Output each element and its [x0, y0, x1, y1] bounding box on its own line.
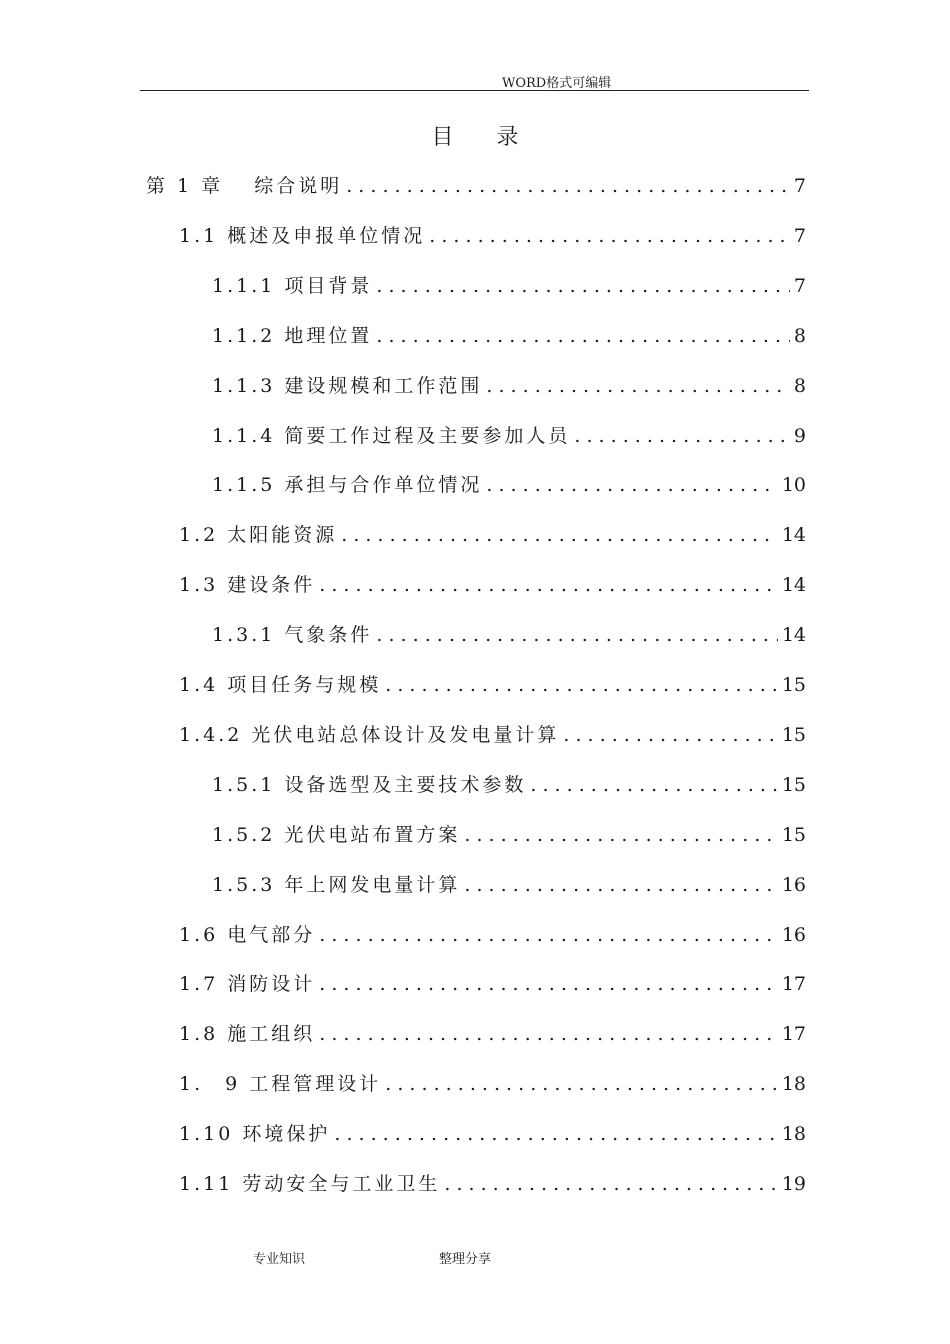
toc-entry[interactable]: [212, 373, 806, 399]
toc-page-number: 7: [793, 224, 806, 247]
toc-entry[interactable]: [212, 323, 806, 349]
toc-entry-text: 1.4 项目任务与规模: [179, 674, 382, 696]
page-footer: [0, 1248, 950, 1268]
toc-entry-text: 第 1 章 综合说明: [146, 175, 343, 197]
toc-page-number: 15: [781, 674, 806, 696]
toc-dot-leader: [563, 722, 777, 748]
toc-page-number: 15: [781, 823, 806, 846]
toc-entry-text: 1.1.3 建设规模和工作范围: [212, 374, 483, 397]
toc-entry[interactable]: [179, 223, 806, 249]
toc-page-number: 8: [793, 324, 806, 347]
toc-entry[interactable]: [146, 173, 806, 199]
toc-dot-leader: [464, 822, 777, 848]
toc-entry-text: 1.6 电气部分: [179, 923, 316, 946]
toc-entry[interactable]: [179, 1021, 806, 1047]
toc-page-number: 16: [781, 923, 806, 946]
toc-entry[interactable]: [179, 1171, 806, 1197]
toc-dot-leader: [486, 373, 790, 399]
toc-entry[interactable]: [212, 472, 806, 498]
toc-entry[interactable]: [212, 622, 806, 648]
toc-dot-leader: [385, 1071, 778, 1097]
toc-page-number: 15: [781, 723, 806, 746]
page-header: [140, 70, 809, 91]
toc-page-number: 16: [781, 873, 806, 896]
toc-dot-leader: [319, 572, 778, 598]
toc-entry-text: 1.1 概述及申报单位情况: [179, 224, 426, 247]
toc-dot-leader: [376, 273, 790, 299]
toc-entry-text: 1. 9 工程管理设计: [179, 1073, 382, 1096]
toc-entry-text: 1.2 太阳能资源: [179, 524, 338, 547]
toc-entry[interactable]: [179, 1071, 806, 1097]
toc-entry[interactable]: [179, 1121, 806, 1147]
toc-entry-text: 1.7 消防设计: [179, 973, 316, 996]
toc-entry[interactable]: [179, 971, 806, 997]
toc-page-number: 14: [781, 524, 806, 547]
toc-page-number: 14: [781, 574, 806, 597]
toc-entry-text: 1.1.4 简要工作过程及主要参加人员: [212, 424, 571, 447]
toc-page-number: 9: [793, 424, 806, 447]
toc-page-number: 17: [781, 973, 806, 996]
toc-dot-leader: [341, 522, 778, 548]
toc-entry-text: 1.1.2 地理位置: [212, 324, 373, 347]
toc-dot-leader: [346, 173, 790, 199]
toc-entry[interactable]: [212, 423, 806, 449]
toc-page-number: 15: [781, 773, 806, 796]
footer-left-text: 专业知识: [253, 1252, 306, 1267]
toc-dot-leader: [530, 772, 777, 798]
toc-entry-text: 1.3.1 气象条件: [212, 624, 373, 647]
toc-entry-text: 1.11 劳动安全与工业卫生: [179, 1173, 441, 1195]
toc-page-number: 18: [781, 1073, 806, 1096]
toc-page-number: 19: [781, 1173, 806, 1195]
toc-entry[interactable]: [212, 273, 806, 299]
footer-right-text: 整理分享: [439, 1252, 492, 1267]
toc-entry[interactable]: [179, 922, 806, 948]
toc-entry[interactable]: [212, 772, 806, 798]
toc-entry-text: 1.5.2 光伏电站布置方案: [212, 823, 461, 846]
toc-dot-leader: [429, 223, 790, 249]
header-text: WORD格式可编辑: [502, 76, 612, 91]
toc-entry[interactable]: [179, 522, 806, 548]
toc-entry-text: 1.10 环境保护: [179, 1123, 331, 1146]
toc-page-number: 7: [793, 274, 806, 297]
toc-entry[interactable]: [179, 722, 806, 748]
toc-dot-leader: [376, 622, 777, 648]
toc-entry[interactable]: [179, 672, 806, 698]
toc-dot-leader: [319, 922, 778, 948]
toc-entry-text: 1.3 建设条件: [179, 574, 316, 597]
toc-page-number: 17: [781, 1023, 806, 1046]
toc-entry-text: 1.4.2 光伏电站总体设计及发电量计算: [179, 723, 560, 746]
toc-dot-leader: [385, 672, 778, 698]
toc-page-number: 7: [793, 175, 806, 197]
toc-dot-leader: [319, 971, 778, 997]
toc-page-number: 18: [781, 1123, 806, 1146]
toc-entry-text: 1.8 施工组织: [179, 1023, 316, 1046]
toc-dot-leader: [486, 472, 777, 498]
toc-entry[interactable]: [179, 572, 806, 598]
toc-dot-leader: [334, 1121, 777, 1147]
toc-entry-text: 1.1.1 项目背景: [212, 274, 373, 297]
toc-page-number: 14: [781, 624, 806, 647]
toc-dot-leader: [444, 1171, 777, 1197]
toc-entry[interactable]: [212, 872, 806, 898]
toc-page-number: 10: [781, 474, 806, 497]
toc-dot-leader: [574, 423, 790, 449]
toc-entry-text: 1.5.1 设备选型及主要技术参数: [212, 773, 527, 796]
toc-entry-text: 1.5.3 年上网发电量计算: [212, 873, 461, 896]
toc-entry[interactable]: [212, 822, 806, 848]
toc-entry-text: 1.1.5 承担与合作单位情况: [212, 474, 483, 497]
toc-dot-leader: [319, 1021, 778, 1047]
toc-page-number: 8: [793, 374, 806, 397]
toc-dot-leader: [464, 872, 777, 898]
page-title: 目 录: [431, 125, 537, 150]
toc-dot-leader: [376, 323, 790, 349]
